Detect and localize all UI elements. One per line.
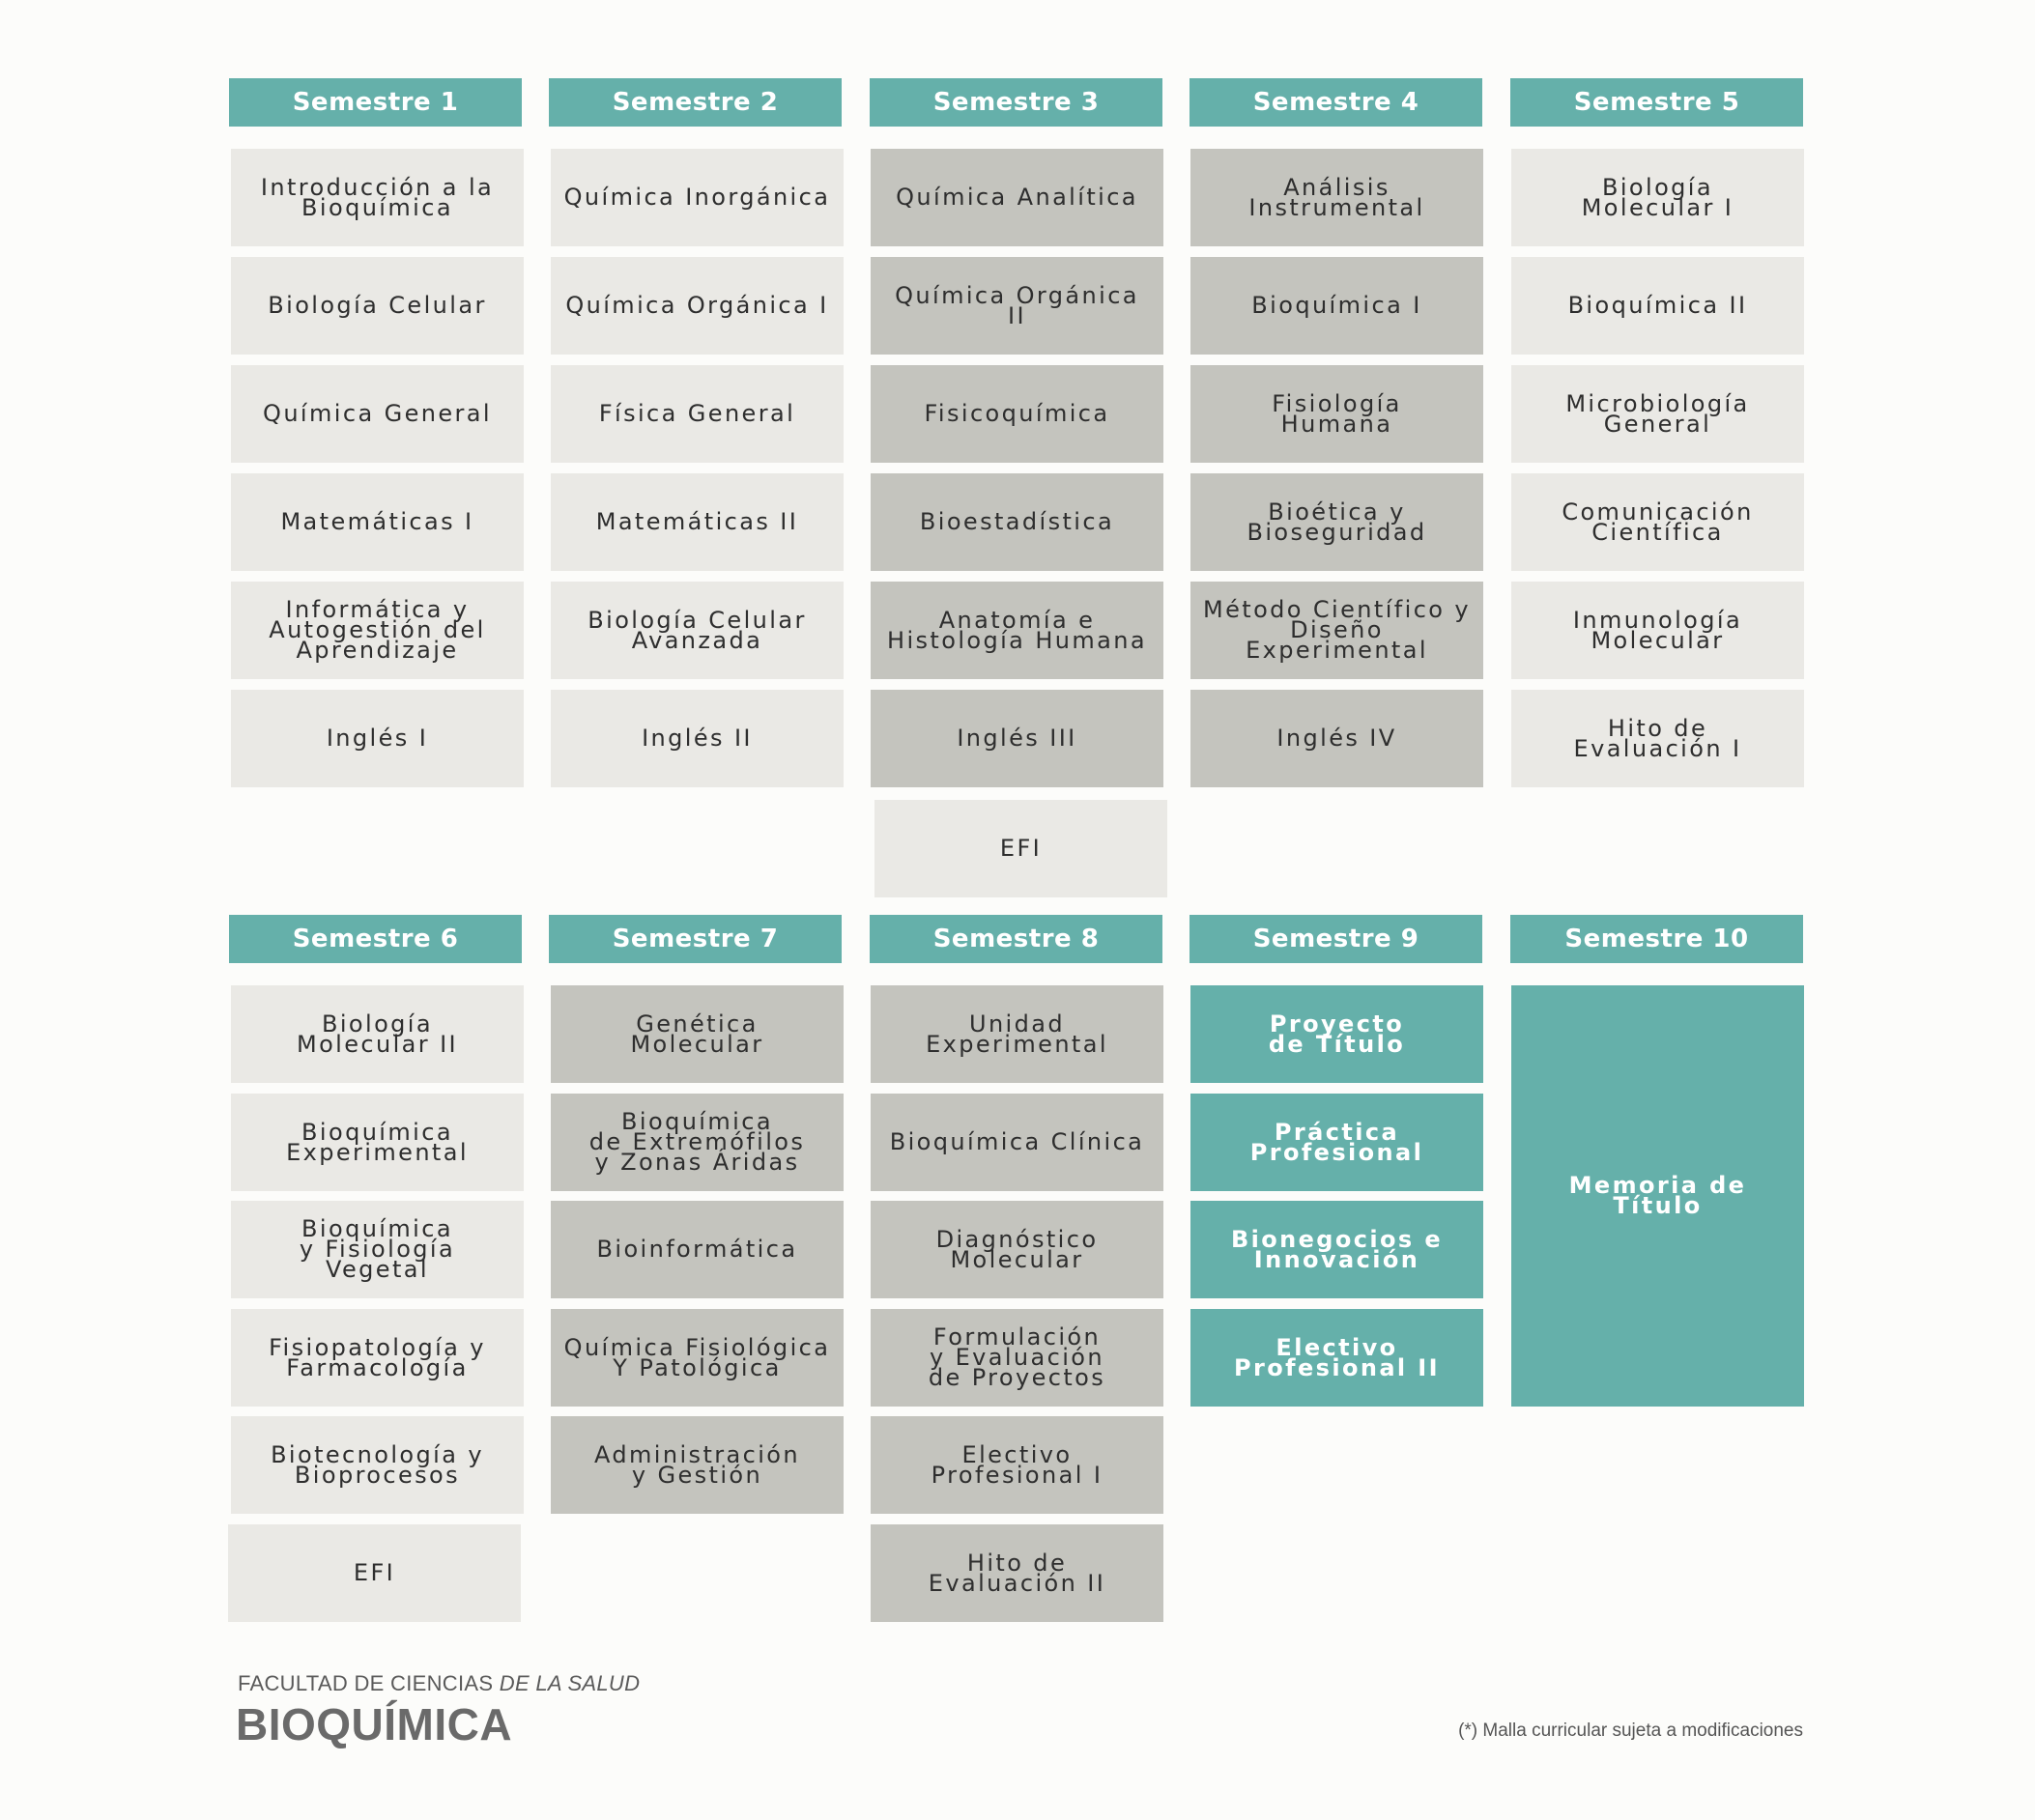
semester-2-header: Semestre 2 (549, 78, 842, 127)
course-card: Biología Molecular II (231, 985, 524, 1083)
course-card: Diagnóstico Molecular (871, 1201, 1163, 1298)
course-card: Análisis Instrumental (1190, 149, 1483, 246)
course-card: Formulación y Evaluación de Proyectos (871, 1309, 1163, 1407)
semester-4-header: Semestre 4 (1189, 78, 1482, 127)
course-card: Práctica Profesional (1190, 1094, 1483, 1191)
course-card: Inglés IV (1190, 690, 1483, 787)
course-card: Inglés II (551, 690, 844, 787)
course-card: Fisiología Humana (1190, 365, 1483, 463)
course-card: Química Fisiológica Y Patológica (551, 1309, 844, 1407)
course-card: Electivo Profesional I (871, 1416, 1163, 1514)
course-card: Informática y Autogestión del Aprendizaje (231, 582, 524, 679)
semester-1-header: Semestre 1 (229, 78, 522, 127)
course-card: Física General (551, 365, 844, 463)
semester-3-header: Semestre 3 (870, 78, 1162, 127)
course-card: Hito de Evaluación I (1511, 690, 1804, 787)
course-card: Proyecto de Título (1190, 985, 1483, 1083)
faculty-label (238, 1671, 640, 1696)
course-card: Química Orgánica I (551, 257, 844, 355)
course-card: Fisicoquímica (871, 365, 1163, 463)
semester-7-header: Semestre 7 (549, 915, 842, 963)
course-card: Biología Molecular I (1511, 149, 1804, 246)
disclaimer-note: (*) Malla curricular sujeta a modificaciones (1458, 1720, 1803, 1741)
semester-9-header: Semestre 9 (1189, 915, 1482, 963)
course-card: Bioinformática (551, 1201, 844, 1298)
course-card: Electivo Profesional II (1190, 1309, 1483, 1407)
course-card: Fisiopatología y Farmacología (231, 1309, 524, 1407)
course-card: Matemáticas II (551, 473, 844, 571)
course-card: Bioquímica II (1511, 257, 1804, 355)
course-card: Química Inorgánica (551, 149, 844, 246)
course-card: Bioquímica y Fisiología Vegetal (231, 1201, 524, 1298)
semester-6-header: Semestre 6 (229, 915, 522, 963)
course-card: Biología Celular (231, 257, 524, 355)
course-card: Genética Molecular (551, 985, 844, 1083)
course-card: Bioquímica de Extremófilos y Zonas Áridas (551, 1094, 844, 1191)
program-title: BIOQUÍMICA (236, 1699, 513, 1749)
course-card: Anatomía e Histología Humana (871, 582, 1163, 679)
course-card: Bioética y Bioseguridad (1190, 473, 1483, 571)
semester-10-header: Semestre 10 (1510, 915, 1803, 963)
course-card: Comunicación Científica (1511, 473, 1804, 571)
course-card: Química Analítica (871, 149, 1163, 246)
course-card: Matemáticas I (231, 473, 524, 571)
course-card: Microbiología General (1511, 365, 1804, 463)
course-card: Inglés I (231, 690, 524, 787)
course-card: Bioquímica I (1190, 257, 1483, 355)
course-card: Unidad Experimental (871, 985, 1163, 1083)
efi-card: EFI (228, 1524, 521, 1622)
course-card: Biotecnología y Bioprocesos (231, 1416, 524, 1514)
semester-8-header: Semestre 8 (870, 915, 1162, 963)
course-card: Bioquímica Clínica (871, 1094, 1163, 1191)
course-card: Inmunología Molecular (1511, 582, 1804, 679)
faculty-suffix: DE LA SALUD (499, 1671, 641, 1695)
thesis-card: Memoria de Título (1511, 985, 1804, 1407)
course-card: Inglés III (871, 690, 1163, 787)
efi-card: EFI (874, 800, 1167, 897)
course-card: Bioestadística (871, 473, 1163, 571)
course-card: Biología Celular Avanzada (551, 582, 844, 679)
course-card: Administración y Gestión (551, 1416, 844, 1514)
course-card: Química General (231, 365, 524, 463)
semester-5-header: Semestre 5 (1510, 78, 1803, 127)
course-card: Química Orgánica II (871, 257, 1163, 355)
course-card: Bionegocios e Innovación (1190, 1201, 1483, 1298)
course-card: Introducción a la Bioquímica (231, 149, 524, 246)
course-card: Método Científico y Diseño Experimental (1190, 582, 1483, 679)
course-card: Hito de Evaluación II (871, 1524, 1163, 1622)
course-card: Bioquímica Experimental (231, 1094, 524, 1191)
faculty-prefix: FACULTAD DE CIENCIAS (238, 1671, 494, 1695)
